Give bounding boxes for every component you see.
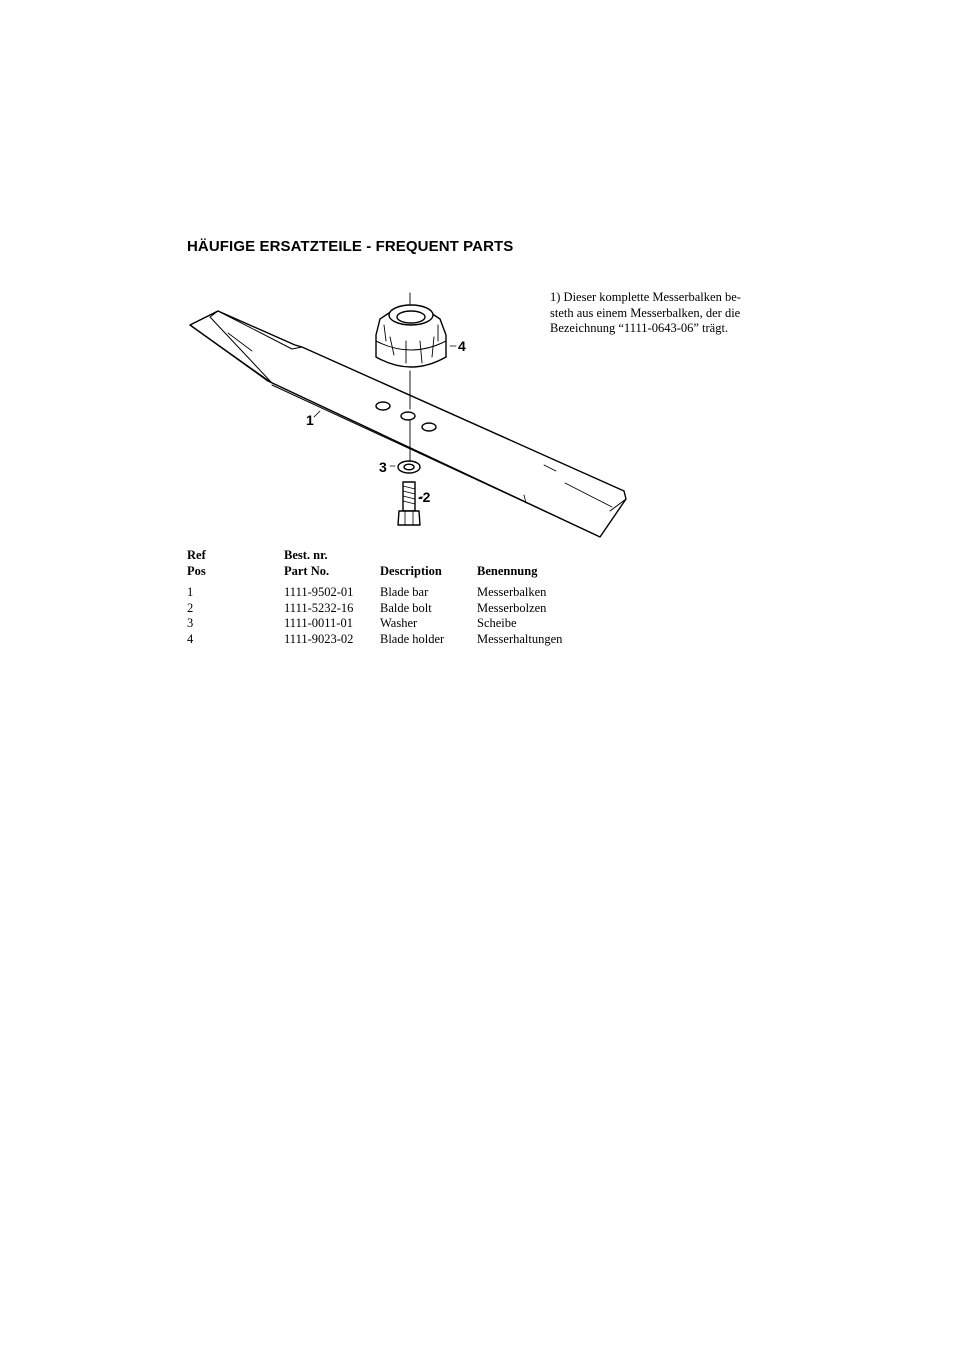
footnote-line: 1) Dieser komplette Messerbalken be-: [550, 290, 741, 304]
header-cell: Best. nr.: [284, 548, 328, 562]
header-cell: [380, 547, 477, 563]
table-cell: 1: [187, 585, 194, 599]
table-cell: Messerhaltungen: [477, 631, 563, 646]
callout-2: -2: [418, 489, 431, 505]
callout-3: 3: [379, 459, 387, 475]
footnote-line: Bezeichnung “1111-0643-06” trägt.: [550, 321, 729, 335]
table-cell: 1111-9502-01: [284, 585, 354, 599]
header-cell: Part No.: [284, 564, 330, 578]
header-cell: Pos: [187, 564, 206, 578]
table-row: [187, 585, 587, 601]
blade-holder-drawing: [376, 305, 446, 367]
parts-table: [187, 547, 587, 647]
table-row: [187, 601, 587, 617]
callout-4: 4: [458, 338, 466, 354]
header-cell: [477, 547, 587, 563]
blade-bolt-drawing: [398, 482, 420, 525]
table-cell: 4: [187, 631, 194, 646]
header-cell: Description: [380, 564, 442, 578]
table-row: [187, 616, 587, 632]
table-header-row: [187, 547, 587, 563]
header-cell: Ref: [187, 548, 206, 562]
washer-drawing: [398, 461, 420, 473]
table-cell: Messerbolzen: [477, 600, 547, 615]
table-cell: Balde bolt: [380, 600, 432, 615]
blade-assembly-diagram: [180, 285, 640, 545]
table-cell: 2: [187, 600, 194, 615]
table-cell: Blade holder: [380, 631, 445, 646]
table-cell: 1111-9023-02: [284, 631, 354, 646]
table-cell: Blade bar: [380, 585, 429, 599]
table-cell: Messerbalken: [477, 585, 547, 599]
table-row: [187, 632, 587, 648]
table-cell: 1111-5232-16: [284, 600, 354, 615]
table-cell: Scheibe: [477, 616, 517, 631]
footnote-line: steth aus einem Messerbalken, der die: [550, 305, 741, 320]
table-cell: 1111-0011-01: [284, 616, 353, 631]
page-heading: HÄUFIGE ERSATZTEILE - FREQUENT PARTS: [187, 238, 514, 255]
table-header-row: [187, 563, 587, 579]
table-cell: Washer: [380, 616, 418, 631]
header-cell: Benennung: [477, 564, 538, 578]
table-cell: 3: [187, 616, 194, 631]
callout-1: 1: [306, 412, 314, 428]
